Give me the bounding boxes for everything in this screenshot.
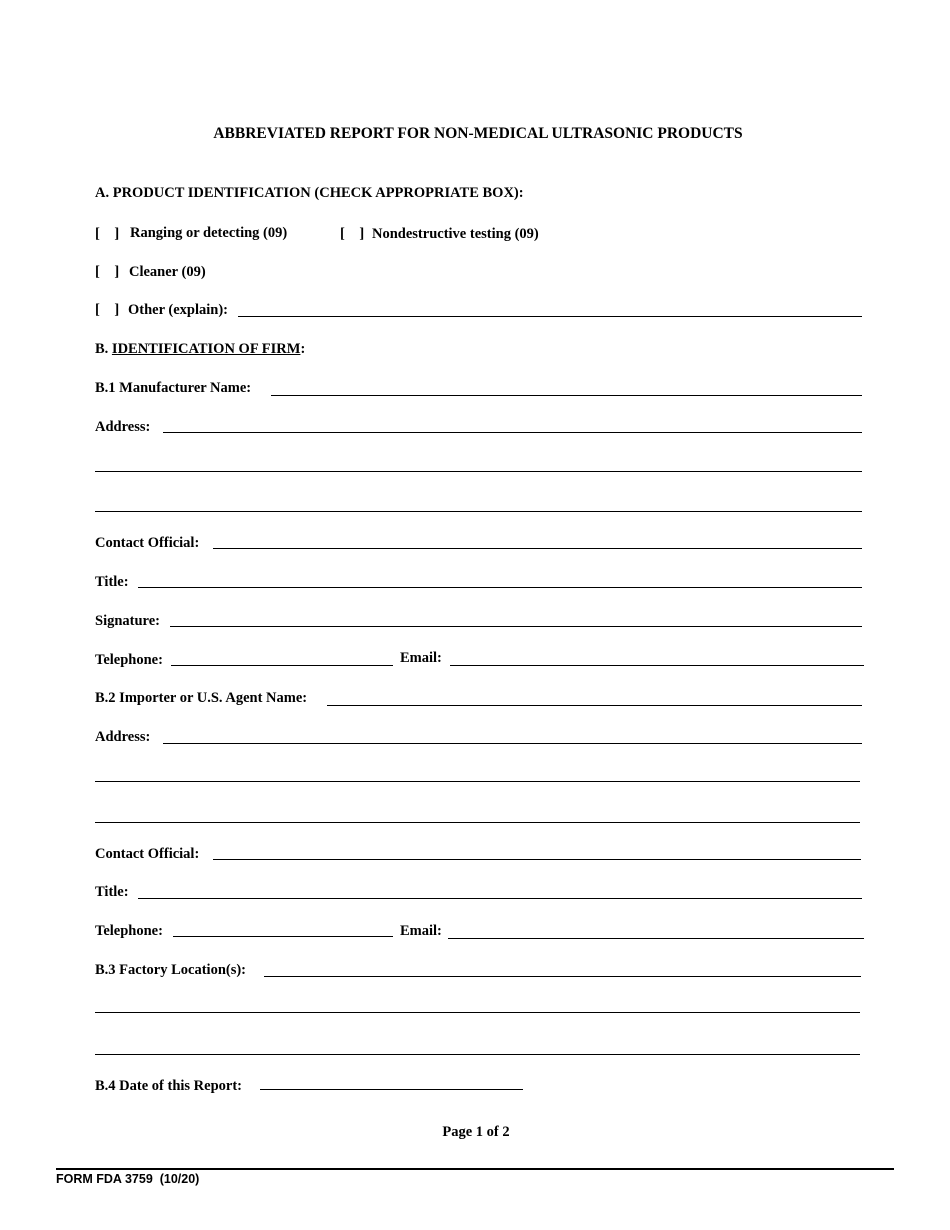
manufacturer-name-label: B.1 Manufacturer Name: [95, 380, 252, 396]
importer-name-label: B.2 Importer or U.S. Agent Name: [95, 690, 308, 706]
importer-address-line-2[interactable] [95, 781, 860, 782]
checkbox-other[interactable]: [ ] [95, 302, 120, 318]
footer-divider [56, 1168, 894, 1170]
section-b-prefix: B. [95, 341, 112, 357]
manufacturer-signature-label: Signature: [95, 613, 160, 629]
other-explain-field[interactable] [238, 316, 862, 317]
manufacturer-address-label: Address: [95, 419, 151, 435]
importer-title-label: Title: [95, 884, 129, 900]
manufacturer-title-label: Title: [95, 574, 129, 590]
factory-location-line-2[interactable] [95, 1012, 860, 1013]
importer-address-line-1[interactable] [163, 743, 862, 744]
manufacturer-contact-field[interactable] [213, 548, 862, 549]
option-ranging-label: Ranging or detecting (09) [130, 225, 288, 241]
manufacturer-contact-label: Contact Official: [95, 535, 200, 551]
importer-contact-label: Contact Official: [95, 846, 200, 862]
report-date-field[interactable] [260, 1089, 523, 1090]
section-b-underlined: IDENTIFICATION OF FIRM [111, 341, 301, 357]
importer-address-label: Address: [95, 729, 151, 745]
factory-location-line-3[interactable] [95, 1054, 860, 1055]
manufacturer-address-line-3[interactable] [95, 511, 862, 512]
manufacturer-name-field[interactable] [271, 395, 862, 396]
factory-location-label: B.3 Factory Location(s): [95, 962, 247, 978]
manufacturer-address-line-1[interactable] [163, 432, 862, 433]
option-cleaner-label: Cleaner (09) [129, 264, 206, 280]
checkbox-ranging[interactable]: [ ] [95, 226, 120, 242]
importer-telephone-label: Telephone: [95, 923, 163, 939]
manufacturer-telephone-label: Telephone: [95, 652, 163, 668]
page-number: Page 1 of 2 [442, 1124, 510, 1140]
checkbox-nondestructive[interactable]: [ ] [340, 226, 365, 242]
importer-contact-field[interactable] [213, 859, 861, 860]
form-title: ABBREVIATED REPORT FOR NON-MEDICAL ULTRASONIC PRODUCTS [213, 125, 743, 142]
manufacturer-title-field[interactable] [138, 587, 862, 588]
importer-address-line-3[interactable] [95, 822, 860, 823]
manufacturer-address-line-2[interactable] [95, 471, 862, 472]
manufacturer-signature-field[interactable] [170, 626, 862, 627]
importer-name-field[interactable] [327, 705, 862, 706]
importer-title-field[interactable] [138, 898, 862, 899]
section-b-suffix: : [300, 341, 306, 357]
report-date-label: B.4 Date of this Report: [95, 1078, 242, 1094]
manufacturer-email-label: Email: [400, 650, 442, 666]
section-b-heading [95, 342, 305, 357]
manufacturer-telephone-field[interactable] [171, 665, 393, 666]
factory-location-line-1[interactable] [264, 976, 861, 977]
importer-telephone-field[interactable] [173, 936, 393, 937]
importer-email-label: Email: [400, 923, 442, 939]
importer-email-field[interactable] [448, 938, 864, 939]
section-a-heading: A. PRODUCT IDENTIFICATION (CHECK APPROPRIATE BOX): [95, 185, 524, 201]
option-other-label: Other (explain): [128, 302, 229, 318]
checkbox-cleaner[interactable]: [ ] [95, 264, 120, 280]
option-nondestructive-label: Nondestructive testing (09) [372, 226, 539, 242]
manufacturer-email-field[interactable] [450, 665, 864, 666]
form-identifier: FORM FDA 3759 (10/20) [56, 1172, 200, 1186]
